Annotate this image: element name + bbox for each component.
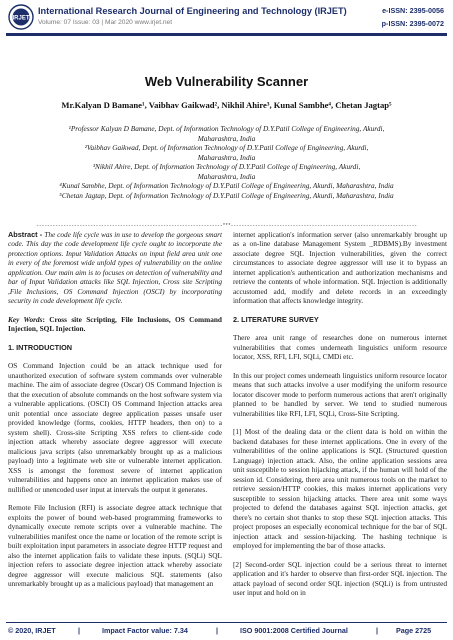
abstract [8,230,222,306]
section-separator: ---------------------------------------------------------------------***--------------------------------------------------------------------- [36,223,417,229]
irjet-logo-icon [8,4,34,30]
survey-paragraph-1: There area unit range of researches done on numerous internet vulnerabilities that comes underneath linguistics uniform resource locator, XSS, RFI, LFI, SQLi, CMDi etc. [233,333,447,362]
affiliation-line: ⁴Kunal Sambhe, Dept. of Information Technology of D.Y.Patil College of Engineering, Akurdi, Maharashtra, India [59,181,394,190]
affiliation-line: Maharashtra, India [197,171,256,181]
footer-separator: | [376,626,379,635]
abstract-body: The code life cycle was in use to develop the gorgeous smart code. This day the code development life cycle ought to incorporate the protection options. Input Validation Attacks on input field area unit one in every of the foremost wide unfold types of vulnerability on the online application. Our main aim is to focuses on detection of vulnerability and bar of Input Validation attacks like SQL Injection, Cross site Scripting ,File Inclusions, OS Command Injection (OSCI) by incorporating security in code development life cycle. [8,230,222,306]
keywords-label: Key Words [8,314,43,324]
footer-impact-factor: Impact Factor value: 7.34 [102,626,188,635]
footer-iso: ISO 9001:2008 Certified Journal [240,626,348,635]
affiliation-line: ³Nikhil Ahire, Dept. of Information Technology of D.Y.Patil College of Engineering, Akurdi, [92,162,361,171]
author-list: Mr.Kalyan D Bamane¹, Vaibhav Gaikwad², Nikhil Ahire³, Kunal Sambhe⁴, Chetan Jagtap⁵ [61,100,392,110]
footer-separator: | [78,626,81,635]
right-column [233,230,447,597]
paper-title: Web Vulnerability Scanner [144,74,309,89]
journal-header [0,0,453,38]
survey-paragraph-3: [1] Most of the dealing data or the client data is hold on within the backend databases for these internet applications. One in every of the vulnerabilities of the online applications is SQL (Structured question Language) injection attack. Also, the online application sessions area unit susceptible to session hijacking attack, if the human will hold of the session id. Considering, there area unit numerous tools on the market to retrieve session/HTTP cookies, this makes internet applications very susceptible to session hijacking attacks. There area unit some ways projected to defend the databases against SQL injection attacks, get there's no certain shot thanks to stop these SQL injection attacks. This project proposes an especially economical technique for the bar of SQL injection attack and session-hijacking. The hashing technique is employed for implementing the bar of those attacks. [233,427,447,551]
intro-paragraph-2: Remote File Inclusion (RFI) is associate degree attack technique that exploits the power of bound web-based programming frameworks to dynamically execute remote scripts over a vulnerable machine. The vulnerabilities manifest once the name or location of the remote script is built exploitation input parameters in associate degree HTTP request and also the internet application fails to validate these inputs. (SQLi) SQL injection refers to associate degree injection attack whereby associate degree aggressor will execute malicious SQL statements (also unremarkably brought up as a malicious payload) that management an [8,503,222,588]
volume-line: Volume: 07 Issue: 03 | Mar 2020 www.irjet.net [38,19,173,26]
footer-divider [6,622,447,623]
page-footer [0,622,453,640]
survey-paragraph-2: In this our project comes underneath linguistics uniform resource locator means that such attacks involve a user modifying the uniform resource locator discover mode to perform numerous actions that aren't originally planned to be handled by server. We tend to studied numerous vulnerabilities like RFI, LFI, SQLi, Cross-Site Scripting. [233,370,447,418]
intro-paragraph-1: OS Command Injection could be an attack technique used for unauthorized execution of software system commands over vulnerable machine. The aim of associate degree (Oscar) OS Command Injection is that the execution of absolute commands on the host software system via a vulnerable applications. (OSCI) OS Command Injection attacks area unit potential once associate degree application passes unsafe user provided knowledge (forms, cookies, HTTP headers, then on) to a system shell). Cross-site Scripting XSS refers to client-side code injection attack whereby associate degree aggressor will execute malicious java scripts (also unremarkably brought up as a malicious payload) into a legitimate web site or vulnerable internet application. XSS is amongst the foremost severe of internet application vulnerabilities and happens once an internet application makes use of nullified or unencoded user input at intervals the output it generates. [8,361,222,494]
footer-page-number: Page 2725 [396,626,432,635]
survey-paragraph-4: [2] Second-order SQL injection could be a serious threat to internet application and it's harder to observe than first-order SQL injection. The attack payload of second order SQL injection (SQLi) is from untrusted user input and hold on in [233,559,447,597]
keywords-body: : Cross site Scripting, File Inclusions, OS Command Injection, SQL Injection. [8,314,222,334]
affiliation-line: ²Vaibhav Gaikwad, Dept. of Information Technology of D.Y.Patil College of Engineering, Akurdi, [84,143,369,152]
abstract-label: Abstract - [8,230,45,239]
eissn: e-ISSN: 2395-0056 [382,6,444,15]
logo-text: IRJET [12,15,30,22]
affiliation-line: ¹Professor Kalyan D Bamane, Dept. of Information Technology of D.Y.Patil College of Engineering, Akurdi, [68,124,385,133]
affiliation-line: Maharashtra, India [197,152,256,162]
footer-copyright: © 2020, IRJET [8,626,56,635]
keywords [8,315,222,334]
section-heading-introduction: 1. INTRODUCTION [8,342,73,352]
left-column [8,230,222,588]
header-divider [6,33,447,36]
journal-title: International Research Journal of Engineering and Technology (IRJET) [38,6,347,16]
affiliations [8,124,445,200]
pissn: p-ISSN: 2395-0072 [381,19,444,28]
affiliation-line: ⁵Chetan Jagtap, Dept. of Information Technology of D.Y.Patil College of Engineering, Akurdi, Maharashtra, India [59,190,394,200]
section-heading-literature-survey: 2. LITERATURE SURVEY [233,314,319,324]
affiliation-line: Maharashtra, India [197,133,256,143]
footer-separator: | [216,626,219,635]
intro-paragraph-continued: internet application's information server (also unremarkably brought up as a on-line database Management System _RDBMS).By investment associate degree SQL Injection vulnerabilities, given the correct circumstances to associate degree aggressor will use it to bypass an internet application's authentication and authorization mechanisms and retrieve the contents of whole information. SQL Injection is additionally accustomed add, modify and delete records in an exceedingly information that affects knowledge integrity. [233,230,447,306]
